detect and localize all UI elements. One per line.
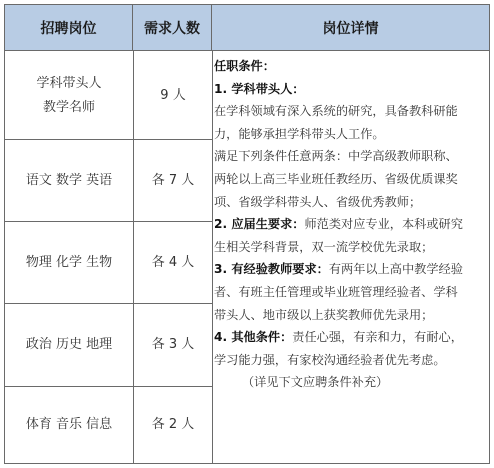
section-3-heading: 3. 有经验教师要求： — [214, 262, 329, 277]
table-row-position: 体育 音乐 信息 — [25, 417, 113, 432]
section-1-heading: 1. 学科带头人： — [214, 81, 305, 96]
detail-line: 生相关学科背景，双一流学校优先录取； — [214, 239, 434, 254]
detail-line: 责任心强，有亲和力，有耐心， — [292, 330, 463, 345]
position-label: 教学名师 — [42, 99, 95, 115]
header-position: 招聘岗位 — [5, 5, 133, 51]
detail-line: 力，能够承担学科带头人工作。 — [214, 126, 385, 141]
table-row-position — [5, 52, 133, 139]
header-details: 岗位详情 — [212, 5, 489, 51]
position-details — [214, 55, 488, 394]
table-row-count: 9 人 — [160, 87, 186, 103]
recruitment-table — [4, 4, 490, 464]
table-row-count: 各 7 人 — [151, 172, 195, 188]
table-row-count: 各 3 人 — [151, 337, 195, 352]
detail-line: 师范类对应专业，本科或研究 — [304, 217, 463, 232]
column-divider — [212, 51, 213, 463]
header-count: 需求人数 — [133, 5, 212, 51]
table-row-count: 各 2 人 — [151, 417, 195, 432]
detail-line: 项、省级学科带头人、省级优秀教师； — [214, 194, 422, 209]
details-note: （详见下文应聘条件补充） — [242, 375, 389, 390]
position-label: 学科带头人 — [36, 75, 102, 91]
section-2-heading: 2. 应届生要求： — [214, 217, 305, 232]
detail-line: 带头人、地市级以上获奖教师优先录用； — [214, 307, 434, 322]
table-row-position: 物理 化学 生物 — [25, 254, 113, 270]
table-row-position: 政治 历史 地理 — [25, 337, 113, 352]
detail-line: 学习能力强，有家校沟通经验者优先考虑。 — [214, 352, 446, 367]
details-title: 任职条件： — [214, 59, 275, 73]
table-row-count: 各 4 人 — [151, 254, 195, 270]
detail-line: 两轮以上高三毕业班任教经历、省级优质课奖 — [214, 171, 458, 186]
table-row-position: 语文 数学 英语 — [25, 172, 113, 188]
detail-line: 者、有班主任管理或毕业班管理经验者、学科 — [214, 284, 458, 299]
detail-line: 满足下列条件任意两条：中学高级教师职称、 — [214, 149, 458, 164]
section-4-heading: 4. 其他条件： — [214, 330, 293, 345]
detail-line: 在学科领域有深入系统的研究，具备教科研能 — [214, 104, 458, 119]
detail-line: 有两年以上高中教学经验 — [328, 262, 463, 277]
